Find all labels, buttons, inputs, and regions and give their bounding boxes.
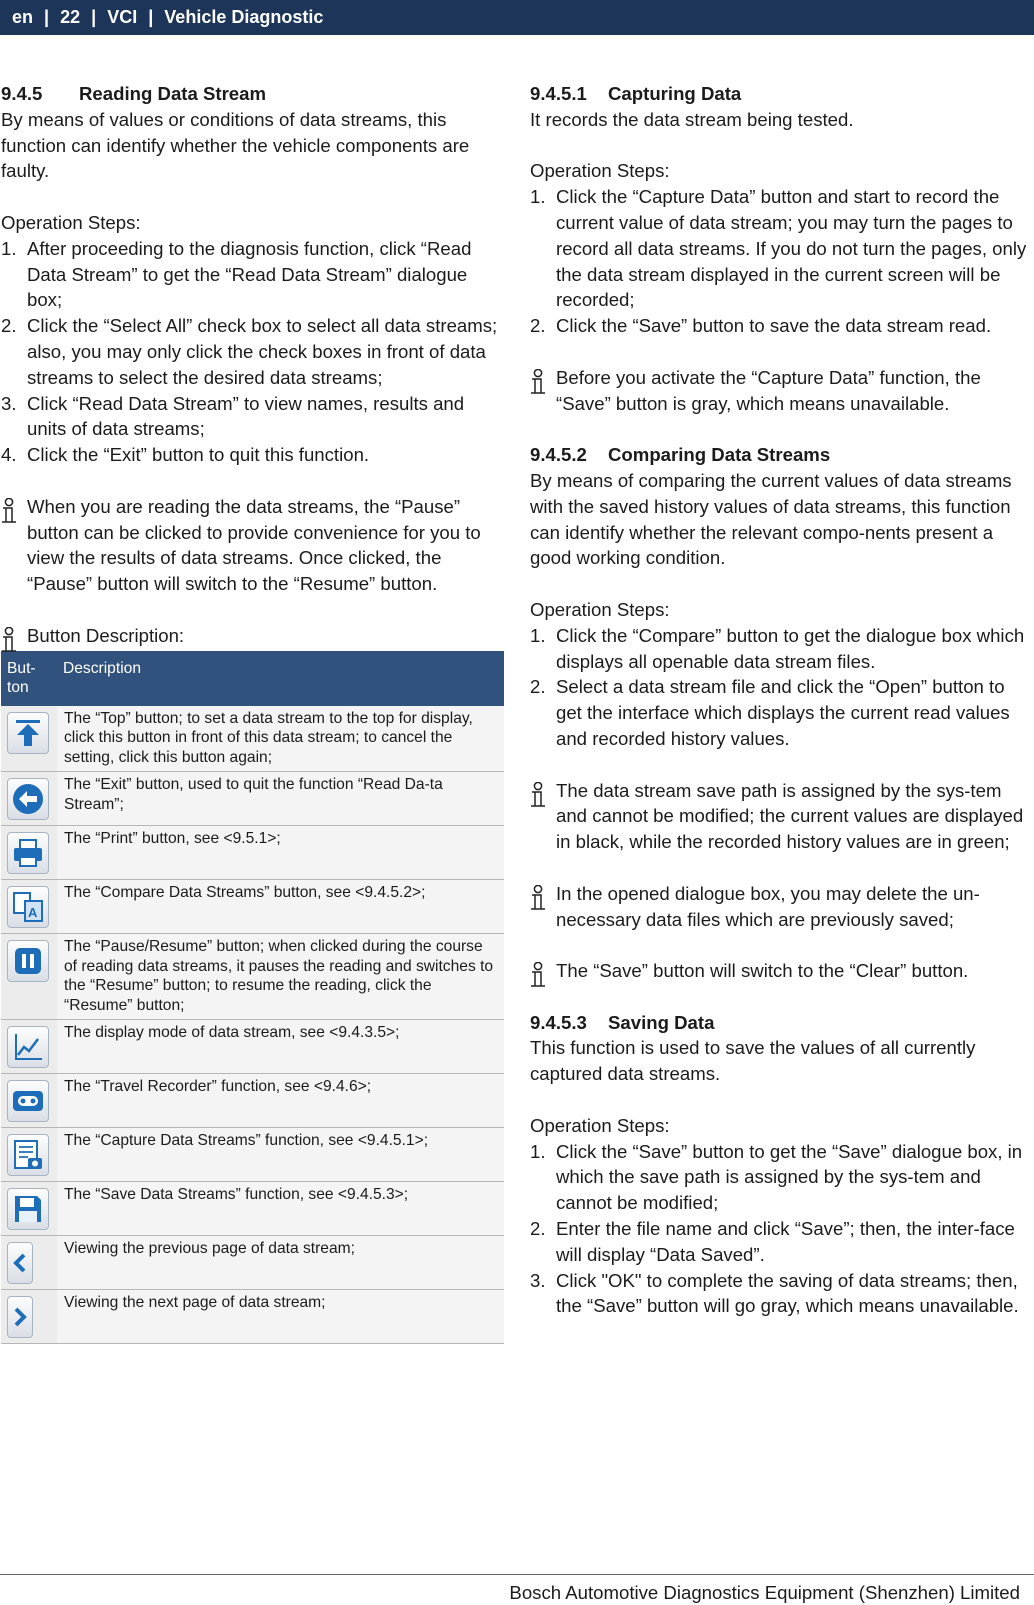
list-item: 2. Click the “Select All” check box to select all data streams; also, you may only click the check boxes in front of data streams to select the desired data streams; bbox=[1, 315, 498, 388]
list-item: 2. Enter the file name and click “Save”; then, the inter-face will display “Data Saved”. bbox=[530, 1218, 1015, 1265]
header-page-number: 22 bbox=[60, 7, 81, 27]
info-note: The data stream save path is assigned by the sys-tem and cannot be modified; the current values are displayed in black, while the recorded history values are in green; bbox=[530, 778, 1030, 855]
capture-icon bbox=[7, 1134, 49, 1176]
print-icon bbox=[7, 832, 49, 874]
page-footer: Bosch Automotive Diagnostics Equipment (Shenzhen) Limited bbox=[509, 1582, 1020, 1603]
table-cell-description: Viewing the next page of data stream; bbox=[57, 1290, 504, 1344]
steps-list bbox=[530, 1139, 1030, 1320]
table-row bbox=[1, 772, 504, 826]
previous-page-icon bbox=[7, 1242, 33, 1284]
list-item: 2. Select a data stream file and click the “Open” button to get the interface which displays the current read values and recorded history values. bbox=[530, 676, 1010, 749]
travel-recorder-icon bbox=[7, 1080, 49, 1122]
list-item: 3. Click "OK" to complete the saving of data streams; then, the “Save” button will go gray, which means unavailable. bbox=[530, 1269, 1019, 1317]
display-mode-icon bbox=[7, 1026, 49, 1068]
table-row bbox=[1, 706, 504, 772]
exit-icon bbox=[7, 778, 49, 820]
table-row bbox=[1, 1182, 504, 1236]
steps-label: Operation Steps: bbox=[1, 211, 141, 233]
info-note: Button Description: bbox=[1, 623, 504, 649]
left-column bbox=[1, 81, 504, 1344]
list-item: 1. After proceeding to the diagnosis function, click “Read Data Stream” to get the “Read Data Stream” dialogue box; bbox=[1, 237, 472, 311]
save-icon bbox=[7, 1188, 49, 1230]
info-note: Before you activate the “Capture Data” function, the “Save” button is gray, which means unavailable. bbox=[530, 365, 1030, 417]
column-header-button: But- ton bbox=[1, 651, 57, 706]
header-separator: | bbox=[148, 7, 154, 27]
subsection-heading-capturing-data: 9.4.5.1 Capturing Data bbox=[530, 83, 742, 104]
steps-list bbox=[1, 236, 504, 468]
intro-paragraph: This function is used to save the values of all currently captured data streams. bbox=[530, 1037, 976, 1085]
intro-paragraph: By means of values or conditions of data streams, this function can identify whether the vehicle components are faulty. bbox=[1, 108, 470, 182]
table-cell-description: The “Top” button; to set a data stream to the top for display, click this button in front of this data stream; to cancel the setting, click this button again; bbox=[57, 706, 504, 772]
list-item: 1. Click the “Capture Data” button and start to record the current value of data stream; you may turn the pages to record all data streams. If you do not turn the pages, only the data stream displayed in the current screen will be recorded; bbox=[530, 186, 1027, 311]
subsection-heading-comparing-data-streams: 9.4.5.2 Comparing Data Streams bbox=[530, 444, 831, 466]
table-cell-description: Viewing the previous page of data stream; bbox=[57, 1236, 504, 1290]
svg-text:A: A bbox=[28, 905, 38, 921]
info-icon bbox=[530, 885, 546, 911]
info-note: The “Save” button will switch to the “Clear” button. bbox=[530, 958, 1030, 984]
section-heading-reading-data-stream bbox=[1, 81, 504, 107]
compare-icon bbox=[7, 886, 49, 928]
info-icon bbox=[530, 782, 546, 808]
list-item: 1. Click the “Save” button to get the “Save” dialogue box, in which the save path is assigned by the sys-tem and cannot be modified; bbox=[530, 1140, 1023, 1214]
table-cell-description: The display mode of data stream, see <9.4.3.5>; bbox=[57, 1020, 504, 1074]
steps-list bbox=[530, 623, 1030, 752]
column-header-description: Description bbox=[57, 651, 504, 706]
page-header bbox=[0, 0, 1034, 35]
right-column bbox=[530, 81, 1030, 1319]
next-page-icon bbox=[7, 1296, 33, 1338]
table-cell-description: The “Travel Recorder” function, see <9.4.6>; bbox=[57, 1074, 504, 1128]
table-row bbox=[1, 826, 504, 880]
info-icon bbox=[1, 627, 17, 653]
list-item: 3. Click “Read Data Stream” to view names, results and units of data streams; bbox=[1, 392, 465, 440]
info-note: In the opened dialogue box, you may delete the un-necessary data files which are previously saved; bbox=[530, 881, 1030, 933]
intro-paragraph: By means of comparing the current values of data streams with the saved history values of data streams, this function can identify whether the relevant compo-nents present a good working condition. bbox=[530, 469, 1012, 569]
table-row bbox=[1, 1020, 504, 1074]
table-cell-description: The “Print” button, see <9.5.1>; bbox=[57, 826, 504, 880]
table-row bbox=[1, 1236, 504, 1290]
info-note: When you are reading the data streams, the “Pause” button can be clicked to provide convenience for you to view the results of data streams. Once clicked, the “Pause” button will switch to the “Resume” button. bbox=[1, 494, 504, 597]
table-row bbox=[1, 1290, 504, 1344]
table-cell-description: The “Exit” button, used to quit the function “Read Da-ta Stream”; bbox=[57, 772, 504, 826]
info-icon bbox=[530, 962, 546, 988]
info-icon bbox=[530, 369, 546, 395]
intro-paragraph: It records the data stream being tested. bbox=[530, 108, 854, 130]
info-icon bbox=[1, 498, 17, 524]
table-cell-description: The “Capture Data Streams” function, see <9.4.5.1>; bbox=[57, 1128, 504, 1182]
table-row bbox=[1, 934, 504, 1020]
header-separator: | bbox=[44, 7, 50, 27]
list-item: 1. Click the “Compare” button to get the dialogue box which displays all openable data stream files. bbox=[530, 624, 1025, 672]
footer-rule bbox=[0, 1574, 1034, 1575]
header-separator: | bbox=[91, 7, 97, 27]
steps-list bbox=[530, 184, 1030, 339]
header-section: Vehicle Diagnostic bbox=[164, 7, 324, 27]
steps-label: Operation Steps: bbox=[530, 598, 670, 620]
table-row bbox=[1, 1128, 504, 1182]
subsection-heading-saving-data: 9.4.5.3 Saving Data bbox=[530, 1011, 715, 1033]
table-cell-description: The “Save Data Streams” function, see <9.4.5.3>; bbox=[57, 1182, 504, 1236]
heading-number: 9.4.5 bbox=[1, 83, 43, 104]
list-item: 2. Click the “Save” button to save the data stream read. bbox=[530, 315, 992, 337]
table-row bbox=[1, 880, 504, 934]
button-description-table bbox=[1, 651, 504, 1345]
list-item: 4. Click the “Exit” button to quit this function. bbox=[1, 444, 370, 466]
heading-title: Reading Data Stream bbox=[79, 83, 267, 104]
table-cell-description: The “Pause/Resume” button; when clicked during the course of reading data streams, it pauses the reading and switches to the “Resume” button; to resume the reading, click the “Resume” button; bbox=[57, 934, 504, 1020]
pause-icon bbox=[7, 940, 49, 982]
steps-label: Operation Steps: bbox=[530, 160, 670, 182]
steps-label: Operation Steps: bbox=[530, 1114, 670, 1136]
header-language: en bbox=[12, 7, 34, 27]
table-row bbox=[1, 1074, 504, 1128]
table-cell-description: The “Compare Data Streams” button, see <9.4.5.2>; bbox=[57, 880, 504, 934]
top-icon bbox=[7, 712, 49, 754]
table-header-row bbox=[1, 651, 504, 706]
header-product: VCI bbox=[107, 7, 138, 27]
